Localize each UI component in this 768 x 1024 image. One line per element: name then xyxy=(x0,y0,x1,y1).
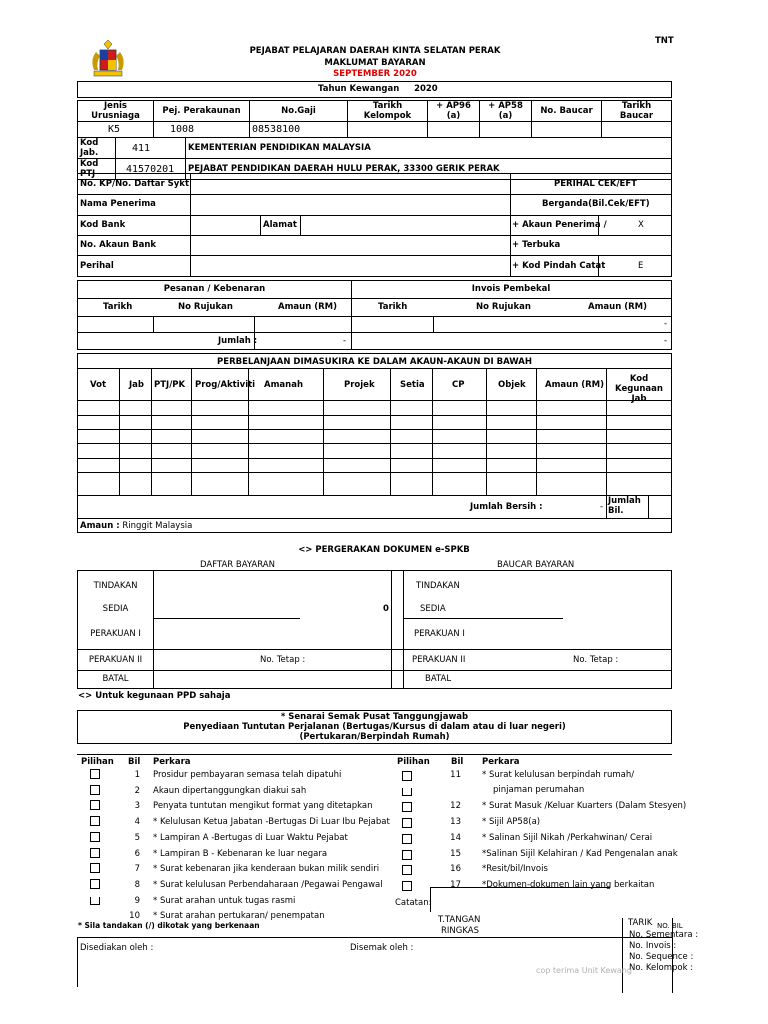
left-sedia-label: SEDIA xyxy=(102,604,129,614)
kod-pindah-label: + Kod Pindah Catat xyxy=(512,261,606,271)
amaun-label: Amaun : xyxy=(80,521,120,531)
item-text: * Surat kelulusan Perbendaharaan /Pegawai Pengawal xyxy=(153,880,383,890)
checklist-note xyxy=(78,921,260,930)
item-text: * Surat kelulusan berpindah rumah/ xyxy=(482,770,635,780)
month-label: SEPTEMBER 2020 xyxy=(333,69,417,79)
ap58-value[interactable] xyxy=(480,122,532,138)
left-tindakan-label: TINDAKAN xyxy=(93,581,138,591)
col-amanah: Amanah xyxy=(264,380,304,390)
col-amaun-invois: Amaun (RM) xyxy=(588,302,648,312)
col-cp: CP xyxy=(452,380,465,390)
item-number: 10 xyxy=(129,911,140,921)
col-no-baucar: No. Baucar xyxy=(532,101,602,122)
item-text: pinjaman perumahan xyxy=(493,785,585,795)
tarikh-baucar-value[interactable] xyxy=(602,122,672,138)
ttangan-label-1: T.TANGAN xyxy=(438,915,481,925)
item-text: * Surat arahan untuk tugas rasmi xyxy=(153,896,296,906)
expenditure-section xyxy=(77,353,672,533)
item-number: 17 xyxy=(450,880,461,890)
item-number: 8 xyxy=(134,880,140,890)
col-tarikh-pesanan: Tarikh xyxy=(103,302,133,312)
item-number: 6 xyxy=(134,849,140,859)
item-text: Penyata tuntutan mengikut format yang ditetapkan xyxy=(153,801,373,811)
col-tarikh-invois: Tarikh xyxy=(378,302,408,312)
checkbox-right-4[interactable] xyxy=(402,834,412,844)
fiscal-year-label: Tahun Kewangan xyxy=(318,84,400,94)
amaun-value: Ringgit Malaysia xyxy=(122,521,193,531)
kod-jab-label: Kod Jab. xyxy=(78,138,116,159)
item-number: 4 xyxy=(134,817,140,827)
item-text: Akaun dipertanggungkan diakui sah xyxy=(153,786,307,796)
col-rujukan-invois: No Rujukan xyxy=(476,302,531,312)
col-setia: Setia xyxy=(400,380,425,390)
jenis-urusniaga-value[interactable]: K5 xyxy=(78,122,154,138)
pesanan-title: Pesanan / Kebenaran xyxy=(163,284,266,294)
left-perakuan1-label: PERAKUAN I xyxy=(90,629,141,639)
right-sedia-label: SEDIA xyxy=(420,604,446,614)
col-jab: Jab xyxy=(129,380,144,390)
checklist-note-text: * Sila tandakan (/) dikotak yang berkenaan xyxy=(78,921,260,930)
no-kp-label: No. KP/No. Daftar Sykt xyxy=(80,179,190,189)
disediakan-label: Disediakan oleh : xyxy=(80,943,154,953)
tarikh-kelompok-value[interactable] xyxy=(348,122,428,138)
col-tarikh-kelompok: Tarikh Kelompok xyxy=(348,101,428,122)
checkbox-right-6[interactable] xyxy=(402,865,412,875)
sedia-count: 0 xyxy=(383,604,389,614)
item-text: *Resit/bil/Invois xyxy=(482,864,548,874)
item-number: 5 xyxy=(134,833,140,843)
item-number: 1 xyxy=(134,770,140,780)
akaun-penerima-label: + Akaun Penerima / xyxy=(512,220,607,230)
col-prog-aktiviti: Prog/Aktiviti xyxy=(195,380,256,390)
recipient-section xyxy=(77,173,672,277)
no-gaji-value[interactable]: 08538100 xyxy=(250,122,348,138)
jumlah-label: Jumlah : xyxy=(218,336,258,346)
kod-jab-name: KEMENTERIAN PENDIDIKAN MALAYSIA xyxy=(186,138,672,159)
col-amaun-pesanan: Amaun (RM) xyxy=(278,302,338,312)
item-text: * Surat kebenaran jika kenderaan bukan milik sendiri xyxy=(153,864,380,874)
item-text: * Lampiran A -Bertugas di Luar Waktu Pejabat xyxy=(153,833,348,843)
col-amaun: Amaun (RM) xyxy=(545,380,605,390)
stamp-text: cop terima Unit Kewang xyxy=(536,966,632,975)
pej-perakaunan-value[interactable]: 1008 xyxy=(154,122,250,138)
checklist-title-3: (Pertukaran/Berpindah Rumah) xyxy=(299,732,450,742)
jumlah-bil-label: Jumlah Bil. xyxy=(608,496,641,516)
no-kelompok-label: No. Kelompok : xyxy=(629,963,694,973)
checkbox-right-7[interactable] xyxy=(402,881,412,891)
left-no-tetap-label: No. Tetap : xyxy=(260,655,306,665)
perihal-label: Perihal xyxy=(80,261,114,271)
col-rujukan-pesanan: No Rujukan xyxy=(178,302,233,312)
item-number: 9 xyxy=(134,896,140,906)
item-text: * Lampiran B - Kebenaran ke luar negara xyxy=(153,849,328,859)
col-pilihan-left: Pilihan xyxy=(81,757,114,767)
checkbox-item-9[interactable] xyxy=(90,897,100,905)
col-bil-right: Bil xyxy=(451,757,464,767)
order-invoice-section xyxy=(77,280,672,350)
item-number: 15 xyxy=(450,849,461,859)
tarikh-label: TARIK xyxy=(628,918,653,928)
jumlah-invois-value: - xyxy=(664,336,668,346)
transaction-table xyxy=(77,100,672,138)
col-ap58: + AP58 (a) xyxy=(480,101,532,122)
invois-amount-dash: - xyxy=(664,319,668,329)
item-text: *Salinan Sijil Kelahiran / Kad Pengenalan anak xyxy=(482,849,678,859)
no-sementara-label: No. Sementara : xyxy=(629,930,699,940)
form-title: MAKLUMAT BAYARAN xyxy=(324,58,426,68)
corner-code: TNT xyxy=(655,36,674,46)
left-batal-label: BATAL xyxy=(102,674,129,684)
fiscal-year-value: 2020 xyxy=(414,84,438,94)
kod-ptj-label: Kod PTJ xyxy=(78,159,116,180)
checkbox-item-4[interactable] xyxy=(90,816,100,826)
item-number: 11 xyxy=(450,770,461,780)
right-tindakan-label: TINDAKAN xyxy=(416,581,460,591)
checklist-title-box xyxy=(77,710,672,744)
item-number: 12 xyxy=(450,801,461,811)
checkbox-item-8[interactable] xyxy=(90,879,100,889)
terbuka-label: + Terbuka xyxy=(512,240,561,250)
akaun-penerima-value: X xyxy=(638,220,644,230)
ttangan-label-2: RINGKAS xyxy=(441,926,479,936)
item-text: Prosidur pembayaran semasa telah dipatuhi xyxy=(153,770,342,780)
berganda-label: Berganda(Bil.Cek/EFT) xyxy=(542,199,650,209)
item-text: * Salinan Sijil Nikah /Perkahwinan/ Cerai xyxy=(482,833,653,843)
kod-ptj-name: PEJABAT PENDIDIKAN DAERAH HULU PERAK, 33300 GERIK PERAK xyxy=(186,159,672,180)
col-perkara-right: Perkara xyxy=(482,757,520,767)
ap96-value[interactable] xyxy=(428,122,480,138)
catatan-label: Catatan: xyxy=(395,898,432,908)
item-number: 16 xyxy=(450,864,461,874)
office-title: PEJABAT PELAJARAN DAERAH KINTA SELATAN PERAK xyxy=(249,46,501,56)
no-sequence-label: No. Sequence : xyxy=(629,952,694,962)
kod-jab-value[interactable]: 411 xyxy=(116,138,186,159)
movement-table xyxy=(77,570,672,689)
no-invois-label: No. Invois : xyxy=(629,941,677,951)
baucar-bayaran-title: BAUCAR BAYARAN xyxy=(497,560,575,570)
no-bil-fragment: NO. BIL xyxy=(657,922,683,930)
movement-title: <> PERGERAKAN DOKUMEN e-SPKB xyxy=(298,545,470,555)
item-number: 3 xyxy=(134,801,140,811)
col-jenis-urusniaga: Jenis Urusniaga xyxy=(78,101,154,122)
checkbox-item-6[interactable] xyxy=(90,848,100,858)
item-number: 2 xyxy=(134,786,140,796)
kod-bank-label: Kod Bank xyxy=(80,220,126,230)
checkbox-item-7[interactable] xyxy=(90,863,100,873)
checkbox-right-3[interactable] xyxy=(402,818,412,828)
amaun-line xyxy=(80,521,192,531)
checkbox-item-2[interactable] xyxy=(90,785,100,795)
col-objek: Objek xyxy=(498,380,526,390)
checkbox-item-1[interactable] xyxy=(90,769,100,779)
col-pej-perakaunan: Pej. Perakaunan xyxy=(154,101,250,122)
col-kod-kegunaan: Kod Kegunaan Jab xyxy=(615,374,663,404)
col-no-gaji: No.Gaji xyxy=(250,101,348,122)
checklist-title-2: Penyediaan Tuntutan Perjalanan (Bertugas/Kursus di dalam atau di luar negeri) xyxy=(183,722,566,732)
right-perakuan2-label: PERAKUAN II xyxy=(412,655,466,665)
jumlah-bersih-value: - xyxy=(600,502,604,512)
checkbox-item-5[interactable] xyxy=(90,832,100,842)
item-text: * Sijil AP58(a) xyxy=(482,817,541,827)
invois-title: Invois Pembekal xyxy=(471,284,551,294)
checkbox-right-0[interactable] xyxy=(402,771,412,781)
checkbox-right-5[interactable] xyxy=(402,850,412,860)
fiscal-year-bar xyxy=(77,81,672,98)
ppd-note: <> Untuk kegunaan PPD sahaja xyxy=(78,691,231,701)
item-text: * Surat Masuk /Keluar Kuarters (Dalam Stesyen) xyxy=(482,801,687,811)
jumlah-pesanan-value: - xyxy=(343,336,347,346)
kod-ptj-value[interactable]: 41570201 xyxy=(116,159,186,180)
item-number: 13 xyxy=(450,817,461,827)
col-tarikh-baucar: Tarikh Baucar xyxy=(602,101,672,122)
col-pilihan-right: Pilihan xyxy=(397,757,430,767)
col-perkara-left: Perkara xyxy=(153,757,191,767)
no-akaun-bank-label: No. Akaun Bank xyxy=(80,240,157,250)
alamat-label: Alamat xyxy=(263,220,297,230)
col-vot: Vot xyxy=(90,380,107,390)
checkbox-right-2[interactable] xyxy=(402,802,412,812)
checkbox-right-1[interactable] xyxy=(402,788,412,796)
left-perakuan2-label: PERAKUAN II xyxy=(88,655,143,665)
item-text: *Dokumen-dokumen lain yang berkaitan xyxy=(482,880,655,890)
expenditure-title: PERBELANJAAN DIMASUKIRA KE DALAM AKAUN-AKAUN DI BAWAH xyxy=(217,357,532,367)
right-batal-label: BATAL xyxy=(425,674,452,684)
daftar-bayaran-title: DAFTAR BAYARAN xyxy=(200,560,275,570)
col-ptj-pk: PTJ/PK xyxy=(154,380,186,390)
col-bil-left: Bil xyxy=(128,757,141,767)
no-baucar-value[interactable] xyxy=(532,122,602,138)
item-text: * Kelulusan Ketua Jabatan -Bertugas Di Luar Ibu Pejabat xyxy=(153,817,390,827)
jumlah-bersih-label: Jumlah Bersih : xyxy=(470,502,543,512)
kod-pindah-value: E xyxy=(638,261,644,271)
checklist-title-1: * Senarai Semak Pusat Tanggungjawab xyxy=(280,712,469,722)
checkbox-item-3[interactable] xyxy=(90,800,100,810)
malaysia-coat-of-arms-icon xyxy=(86,40,130,80)
col-ap96: + AP96 (a) xyxy=(428,101,480,122)
right-no-tetap-label: No. Tetap : xyxy=(573,655,619,665)
item-number: 7 xyxy=(134,864,140,874)
item-number: 14 xyxy=(450,833,461,843)
disemak-label: Disemak oleh : xyxy=(350,943,414,953)
perihal-cek-label: PERIHAL CEK/EFT xyxy=(554,179,637,189)
col-projek: Projek xyxy=(344,380,375,390)
right-perakuan1-label: PERAKUAN I xyxy=(414,629,465,639)
nama-penerima-label: Nama Penerima xyxy=(80,199,156,209)
item-text: * Surat arahan pertukaran/ penempatan xyxy=(153,911,325,921)
